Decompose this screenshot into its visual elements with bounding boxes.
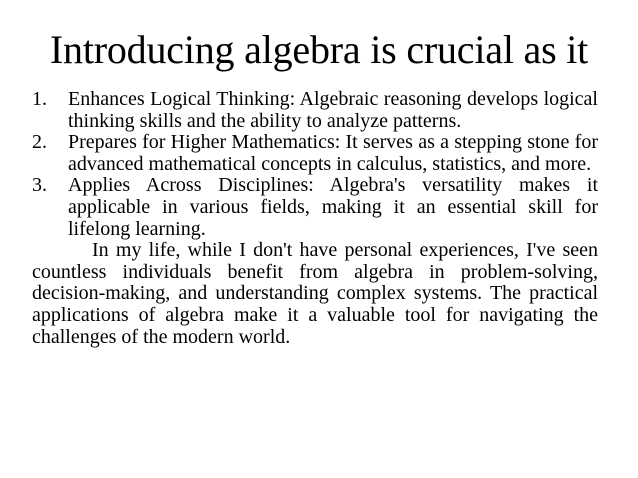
slide-title: Introducing algebra is crucial as it xyxy=(49,27,589,72)
list-item xyxy=(32,89,598,132)
slide-content xyxy=(32,89,598,348)
list-item-text: Applies Across Disciplines: Algebra's versatility makes it applicable in various fields, making it an essential skill for lifelong learning. xyxy=(68,174,598,240)
list-item-number: 1. xyxy=(32,88,47,110)
list-item-text: Enhances Logical Thinking: Algebraic reasoning develops logical thinking skills and the ability to analyze patterns. xyxy=(68,88,598,132)
list-item-text: Prepares for Higher Mathematics: It serves as a stepping stone for advanced mathematical concepts in calculus, statistics, and more. xyxy=(68,131,598,175)
body-paragraph: In my life, while I don't have personal experiences, I've seen countless individuals benefit from algebra in problem-solving, decision-making, and understanding complex systems. The practical applications of algebra make it a valuable tool for navigating the challenges of the modern world. xyxy=(32,239,598,348)
list-item xyxy=(32,175,598,240)
list-item-number: 2. xyxy=(32,131,47,154)
list-item xyxy=(32,132,598,175)
list-item-number: 3. xyxy=(32,174,47,197)
point-list xyxy=(32,89,598,240)
